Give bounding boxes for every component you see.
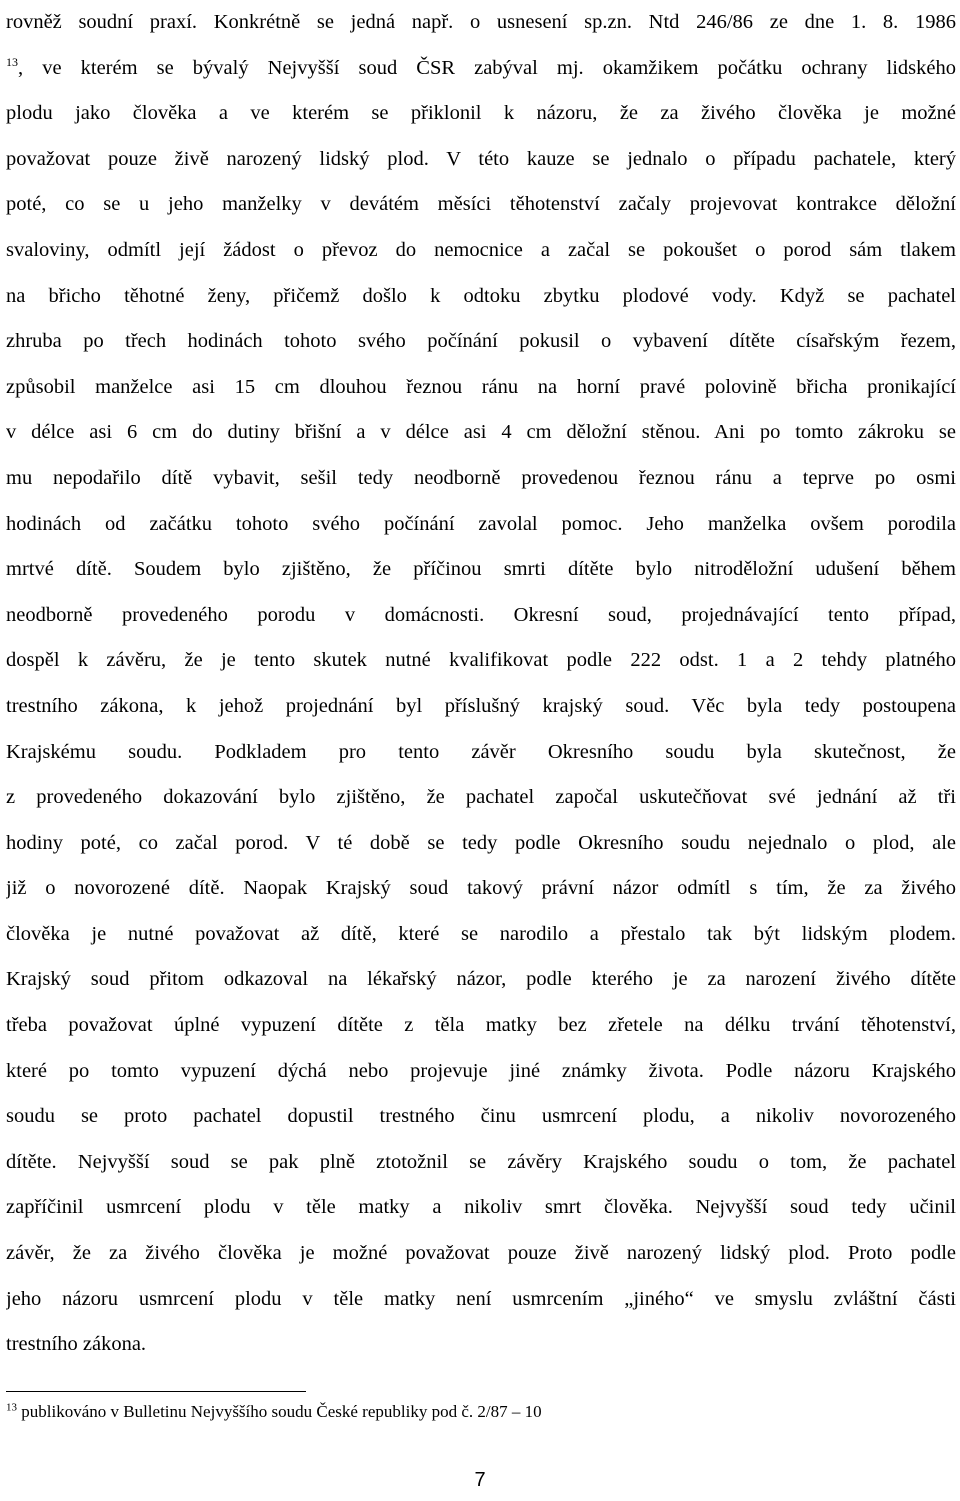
text-line-content: , ve kterém se bývalý Nejvyšší soud ČSR zabýval mj. okamžikem počátku ochrany lidského xyxy=(18,56,956,79)
text-line: v délce asi 6 cm do dutiny břišní a v délce asi 4 cm děložní stěnou. Ani po tomto zákroku se xyxy=(6,421,956,444)
text-line: jeho názoru usmrcení plodu v těle matky není usmrcením „jiného“ ve smyslu zvláštní části xyxy=(6,1287,956,1310)
text-line: trestního zákona, k jehož projednání byl příslušný krajský soud. Věc byla tedy postoupena xyxy=(6,694,956,717)
text-line: poté, co se u jeho manželky v devátém měsíci těhotenství začaly projevovat kontrakce děložní xyxy=(6,193,956,216)
page-number: 7 xyxy=(474,1469,486,1491)
footnote-separator xyxy=(6,1391,306,1392)
text-line: které po tomto vypuzení dýchá nebo projevuje jiné známky života. Podle názoru Krajského xyxy=(6,1059,956,1082)
text-line: neodborně provedeného porodu v domácnosti. Okresní soud, projednávající tento případ, xyxy=(6,603,956,626)
text-line: dospěl k závěru, že je tento skutek nutné kvalifikovat podle 222 odst. 1 a 2 tehdy platného xyxy=(6,649,956,672)
text-line: trestního zákona. xyxy=(6,1333,147,1356)
footnote xyxy=(6,1401,906,1423)
text-line: závěr, že za živého člověka je možné považovat pouze živě narozený lidský plod. Proto podle xyxy=(6,1242,956,1265)
text-line: člověka je nutné považovat až dítě, které se narodilo a přestalo tak být lidským plodem. xyxy=(6,922,956,945)
text-line: plodu jako člověka a ve kterém se přiklonil k názoru, že za živého člověka je možné xyxy=(6,102,956,125)
text-line xyxy=(6,46,956,92)
text-line: již o novorozené dítě. Naopak Krajský soud takový právní názor odmítl s tím, že za živého xyxy=(6,877,956,900)
body-paragraph xyxy=(6,0,956,1368)
text-line: zapříčinil usmrcení plodu v těle matky a nikoliv smrt člověka. Nejvyšší soud tedy učinil xyxy=(6,1196,956,1219)
text-line: rovněž soudní praxí. Konkrétně se jedná např. o usnesení sp.zn. Ntd 246/86 ze dne 1. 8. 1986 xyxy=(6,11,956,33)
text-line: dítěte. Nejvyšší soud se pak plně ztotožnil se závěry Krajského soudu o tom, že pachatel xyxy=(6,1150,956,1173)
text-line: Krajský soud přitom odkazoval na lékařský názor, podle kterého je za narození živého dítěte xyxy=(6,968,956,991)
text-line: způsobil manželce asi 15 cm dlouhou řeznou ránu na horní pravé polovině břicha pronikající xyxy=(6,375,956,398)
text-line: soudu se proto pachatel dopustil trestného činu usmrcení plodu, a nikoliv novorozeného xyxy=(6,1105,956,1128)
text-line: na břicho těhotné ženy, přičemž došlo k odtoku zbytku plodové vody. Když se pachatel xyxy=(6,284,956,307)
text-line: Krajskému soudu. Podkladem pro tento závěr Okresního soudu byla skutečnost, že xyxy=(6,740,956,763)
footnote-number: 13 xyxy=(6,1401,17,1414)
text-line: třeba považovat úplné vypuzení dítěte z těla matky bez zřetele na délku trvání těhotenství, xyxy=(6,1014,956,1037)
text-line: z provedeného dokazování bylo zjištěno, že pachatel započal uskutečňovat své jednání až tři xyxy=(6,786,956,809)
text-line: zhruba po třech hodinách tohoto svého počínání pokusil o vybavení dítěte císařským řezem, xyxy=(6,330,956,353)
footnote-text: publikováno v Bulletinu Nejvyššího soudu České republiky pod č. 2/87 – 10 xyxy=(21,1402,542,1421)
text-line: považovat pouze živě narozený lidský plod. V této kauze se jednalo o případu pachatele, který xyxy=(6,147,956,170)
text-line: hodinách od začátku tohoto svého počínání zavolal pomoc. Jeho manželka ovšem porodila xyxy=(6,512,956,535)
text-line: mrtvé dítě. Soudem bylo zjištěno, že příčinou smrti dítěte bylo nitroděložní udušení během xyxy=(6,558,956,581)
footnote-reference[interactable]: 13 xyxy=(6,54,18,69)
text-line: hodiny poté, co začal porod. V té době se tedy podle Okresního soudu nejednalo o plod, ale xyxy=(6,831,956,854)
text-line: svaloviny, odmítl její žádost o převoz do nemocnice a začal se pokoušet o porod sám tlakem xyxy=(6,238,956,261)
text-line: mu nepodařilo dítě vybavit, sešil tedy neodborně provedenou řeznou ránu a teprve po osmi xyxy=(6,466,956,489)
